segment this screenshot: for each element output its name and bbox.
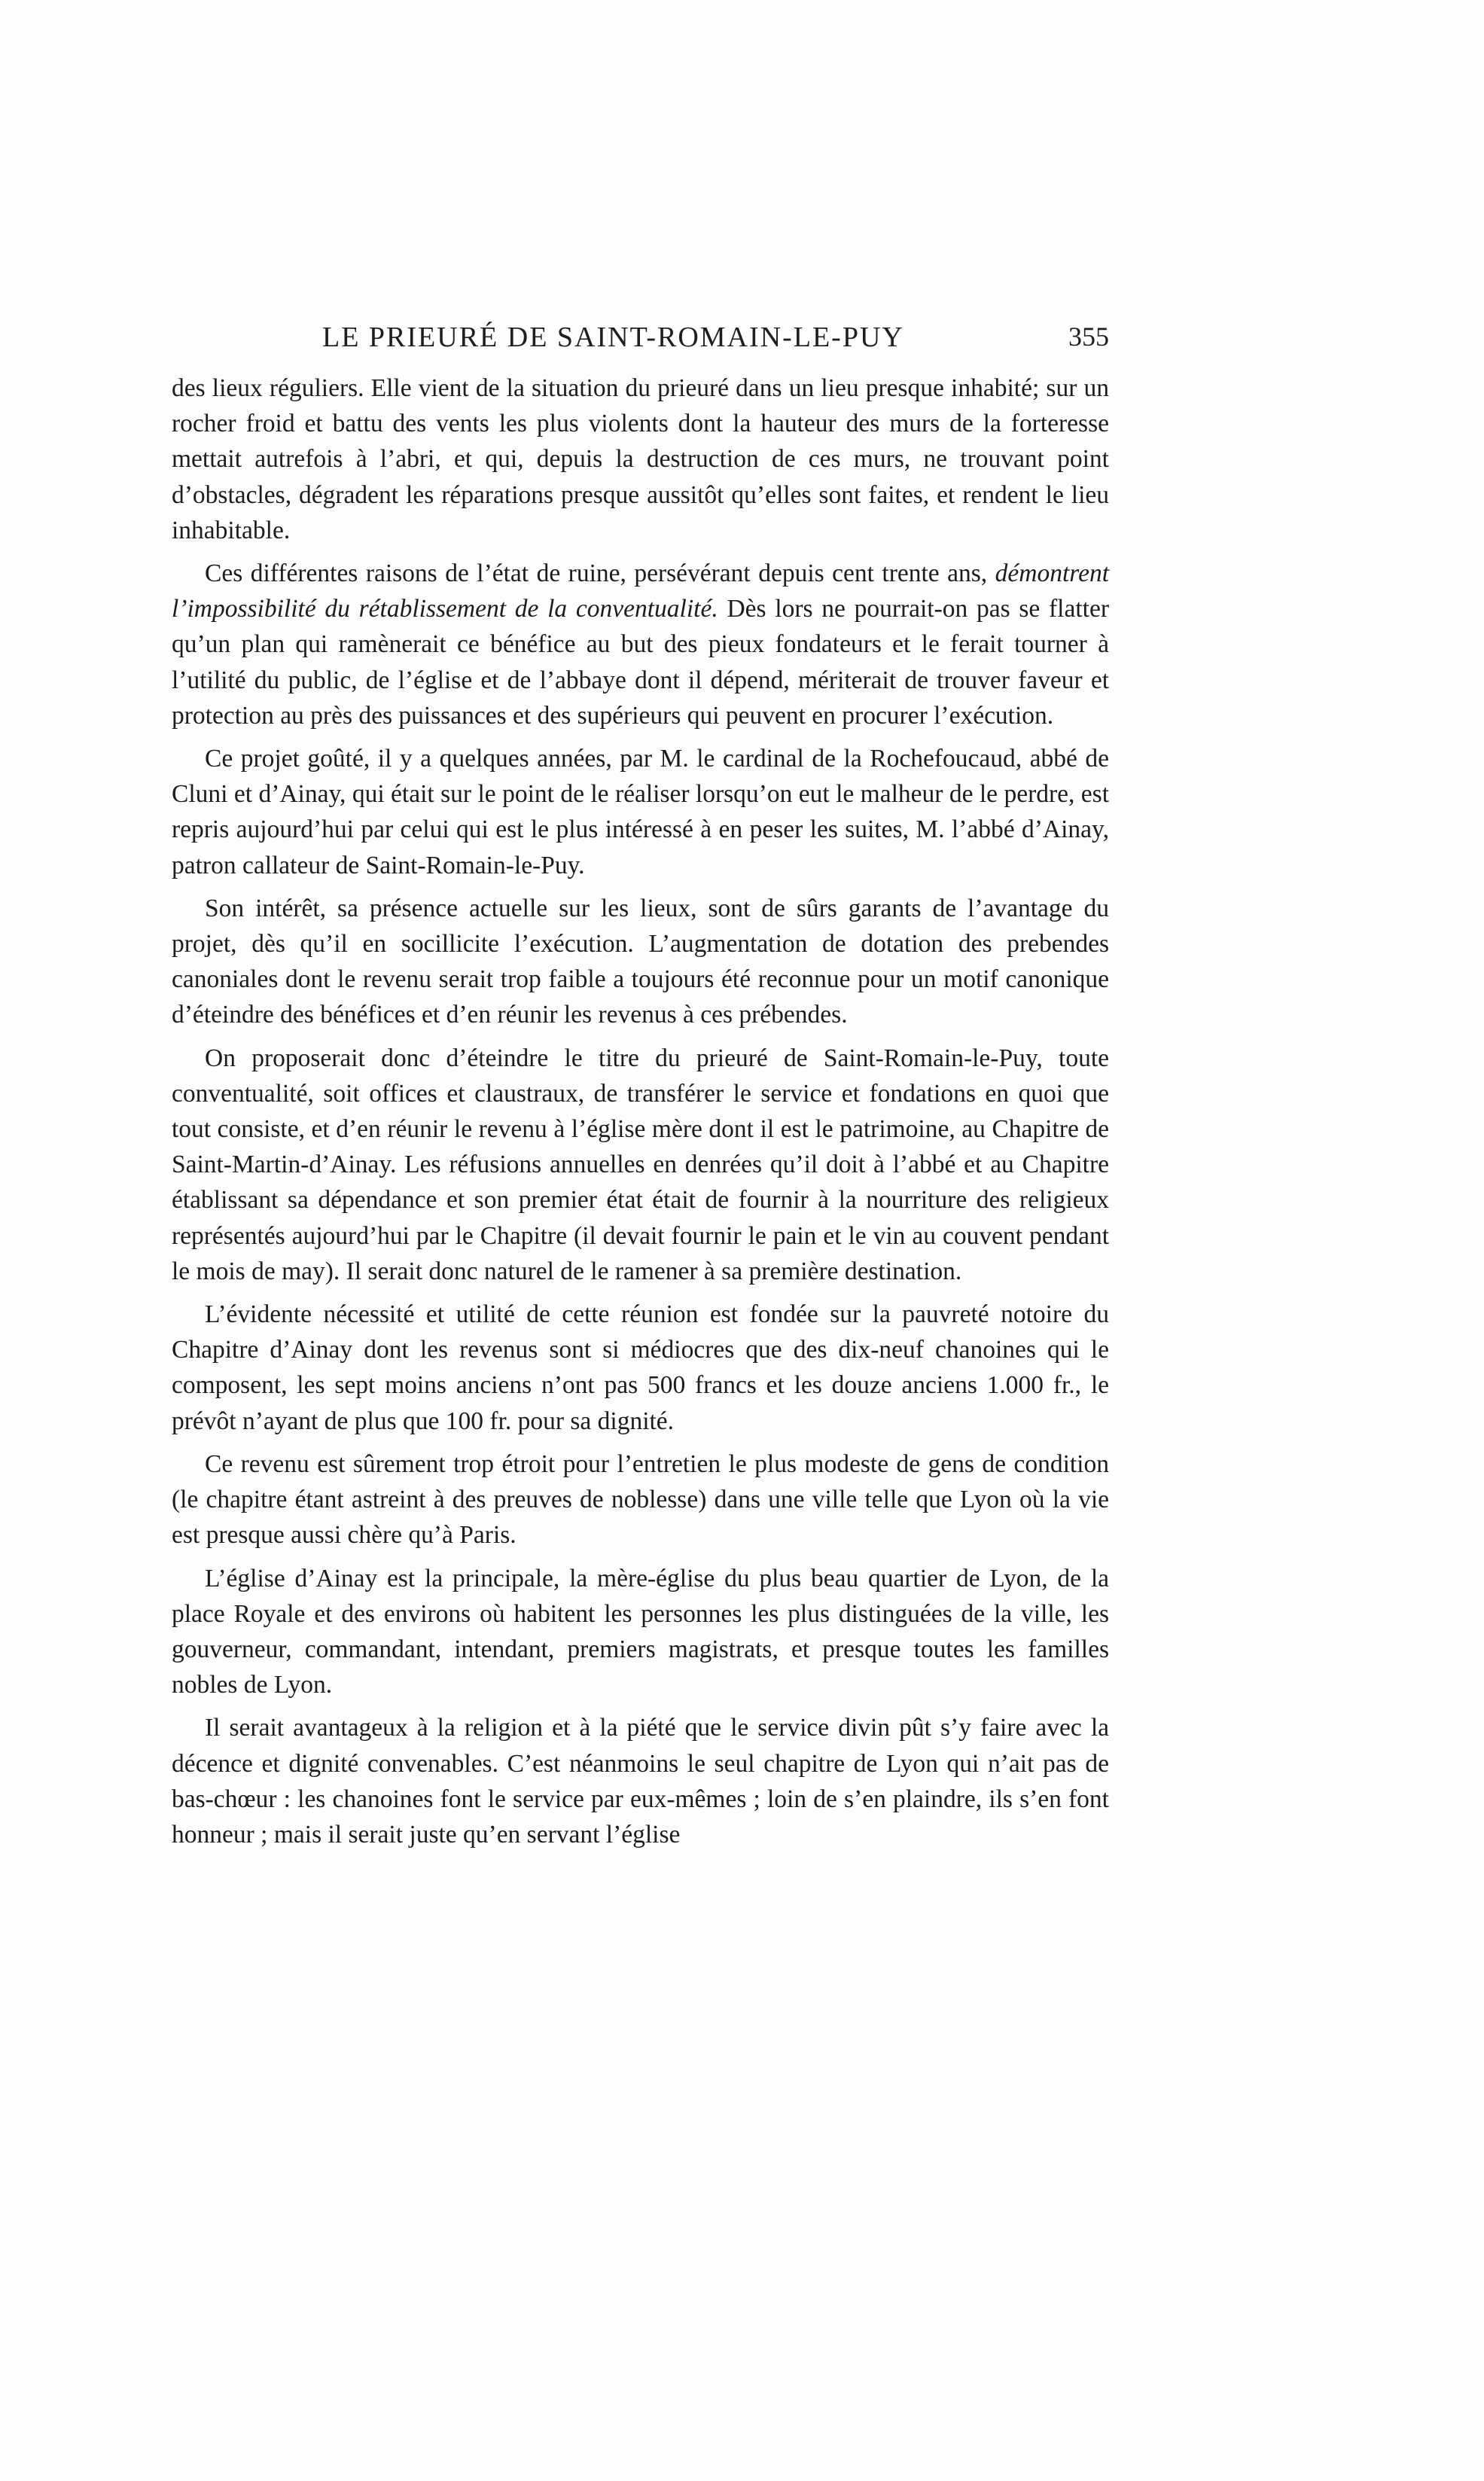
paragraph-1: des lieux réguliers. Elle vient de la situation du prieuré dans un lieu presque inhabité; sur un rocher froid et battu des vents les plus violents dont la hauteur des murs de la forteresse mettait autrefois à l’abri, et qui, depuis la destruction de ces murs, ne trouvant point d’obstacles, dégradent les réparations presque aussitôt qu’elles sont faites, et rendent le lieu inhabitable. bbox=[172, 374, 1109, 544]
running-head: LE PRIEURÉ DE SAINT-ROMAIN-LE-PUY bbox=[322, 322, 904, 353]
paragraph-2-italic: démontrent l’impossibilité du rétablissement de la conventualité. bbox=[172, 559, 1110, 623]
paragraph-6: L’évidente nécessité et utilité de cette réunion est fondée sur la pauvreté notoire du Chapitre d’Ainay dont les revenus sont si médiocres que des dix-neuf chanoines qui le composent, les sept moins anciens n’ont pas 500 francs et les douze anciens 1.000 fr., le prévôt n’ayant de plus que 100 fr. pour sa dignité. bbox=[172, 1300, 1109, 1435]
paragraph-9: Il serait avantageux à la religion et à la piété que le service divin pût s’y faire avec la décence et dignité convenables. C’est néanmoins le seul chapitre de Lyon qui n’ait pas de bas-chœur : les chanoines font le service par eux-mêmes ; loin de s’en plaindre, ils s’en font honneur ; mais il serait juste qu’en servant l’église bbox=[172, 1714, 1109, 1849]
paragraph-3: Ce projet goûté, il y a quelques années, par M. le cardinal de la Rochefoucaud, abbé de Cluni et d’Ainay, qui était sur le point de le réaliser lorsqu’on eut le malheur de le perdre, est repris aujourd’hui par celui qui est le plus intéressé à en peser les suites, M. l’abbé d’Ainay, patron callateur de Saint-Romain-le-Puy. bbox=[172, 745, 1109, 879]
paragraph-2 bbox=[172, 556, 1109, 733]
paragraph-8: L’église d’Ainay est la principale, la mère-église du plus beau quartier de Lyon, de la place Royale et des environs où habitent les personnes les plus distinguées de la ville, les gouverneur, commandant, intendant, premiers magistrats, et presque toutes les familles nobles de Lyon. bbox=[172, 1564, 1109, 1699]
paragraph-4: Son intérêt, sa présence actuelle sur les lieux, sont de sûrs garants de l’avantage du projet, dès qu’il en socillicite l’exécution. L’augmentation de dotation des prebendes canoniales dont le revenu serait trop faible a toujours été reconnue pour un motif canonique d’éteindre des bénéfices et d’en réunir les revenus à ces prébendes. bbox=[172, 894, 1109, 1029]
paragraph-2-start: Ces différentes raisons de l’état de ruine, persévérant depuis cent trente ans, bbox=[205, 559, 988, 588]
page-number: 355 bbox=[1068, 322, 1109, 352]
paragraph-5: On proposerait donc d’éteindre le titre du prieuré de Saint-Romain-le-Puy, toute conventualité, soit offices et claustraux, de transférer le service et fondations en quoi que tout consiste, et d’en réunir le revenu à l’église mère dont il est le patrimoine, au Chapitre de Saint-Martin-d’Ainay. Les réfusions annuelles en denrées qu’il doit à l’abbé et au Chapitre établissant sa dépendance et son premier état était de fournir à la nourriture des religieux représentés aujourd’hui par le Chapitre (il devait fournir le pain et le vin au couvent pendant le mois de may). Il serait donc naturel de le ramener à sa première destination. bbox=[172, 1044, 1109, 1285]
paragraph-7: Ce revenu est sûrement trop étroit pour l’entretien le plus modeste de gens de condition (le chapitre étant astreint à des preuves de noblesse) dans une ville telle que Lyon où la vie est presque aussi chère qu’à Paris. bbox=[172, 1449, 1109, 1550]
body-text bbox=[172, 370, 1109, 1860]
page-header bbox=[172, 316, 1109, 361]
paragraph-2-end: Dès lors ne pourrait-on pas se flatter qu’un plan qui ramènerait ce bénéfice au but des pieux fondateurs et le ferait tourner à l’utilité du public, de l’église et de l’abbaye dont il dépend, mériterait de trouver faveur et protection au près des puissances et des supérieurs qui peuvent en procurer l’exécution. bbox=[172, 595, 1109, 730]
